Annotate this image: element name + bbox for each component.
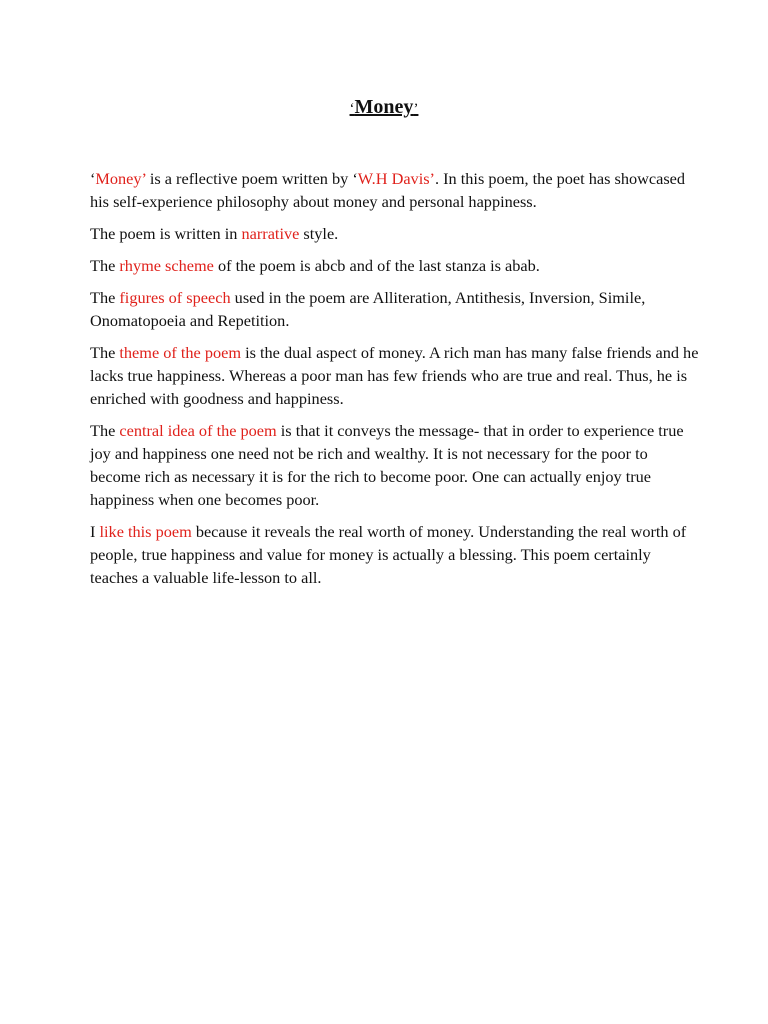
paragraph-central-idea bbox=[90, 419, 700, 511]
paragraph-text: is that it conveys the message- that in order to experience true joy and happiness one need not be rich and wealthy. It is not necessary for the poor to become rich as necessary it is for the rich to become poor. One can actually enjoy true happiness when one becomes poor. bbox=[90, 421, 684, 509]
paragraph-rhyme bbox=[90, 254, 700, 277]
paragraph-text: I bbox=[90, 522, 100, 541]
paragraph-text: ‘ bbox=[90, 169, 96, 188]
paragraph-intro bbox=[90, 167, 700, 213]
title-open-quote: ‘ bbox=[349, 101, 355, 117]
paragraph-theme bbox=[90, 341, 700, 410]
title-text: Money bbox=[354, 96, 414, 118]
highlighted-term: like this poem bbox=[99, 522, 192, 541]
paragraph-opinion bbox=[90, 520, 700, 589]
paragraph-figures bbox=[90, 286, 700, 332]
paragraph-text: style. bbox=[299, 224, 339, 243]
highlighted-term: W.H Davis’ bbox=[357, 169, 435, 188]
paragraph-text: because it reveals the real worth of money. Understanding the real worth of people, true happiness and value for money is actually a blessing. This poem certainly teaches a valuable life-lesson to all. bbox=[90, 522, 687, 587]
paragraph-text: used in the poem are Alliteration, Antithesis, Inversion, Simile, Onomatopoeia and Repetition. bbox=[90, 288, 646, 330]
paragraph-text: of the poem is abcb and of the last stanza is abab. bbox=[213, 256, 540, 275]
document-body bbox=[90, 167, 700, 598]
paragraph-text: is the dual aspect of money. A rich man has many false friends and he lacks true happiness. Whereas a poor man has few friends who are true and real. Thus, he is enriched with goodness and happiness. bbox=[90, 343, 699, 408]
highlighted-term: theme of the poem bbox=[119, 343, 242, 362]
paragraph-text: The bbox=[90, 256, 120, 275]
highlighted-term: rhyme scheme bbox=[119, 256, 214, 275]
paragraph-text: is a reflective poem written by ‘ bbox=[145, 169, 358, 188]
paragraph-text: The bbox=[90, 421, 120, 440]
title-close-quote: ’ bbox=[413, 101, 419, 117]
paragraph-text: The poem is written in bbox=[90, 224, 242, 243]
highlighted-term: Money’ bbox=[95, 169, 146, 188]
highlighted-term: narrative bbox=[241, 224, 300, 243]
highlighted-term: central idea of the poem bbox=[119, 421, 277, 440]
paragraph-text: The bbox=[90, 288, 120, 307]
page-title bbox=[0, 94, 768, 122]
highlighted-term: figures of speech bbox=[119, 288, 231, 307]
paragraph-text: The bbox=[90, 343, 120, 362]
paragraph-style bbox=[90, 222, 700, 245]
paragraph-text: . In this poem, the poet has showcased his self-experience philosophy about money and personal happiness. bbox=[90, 169, 686, 211]
